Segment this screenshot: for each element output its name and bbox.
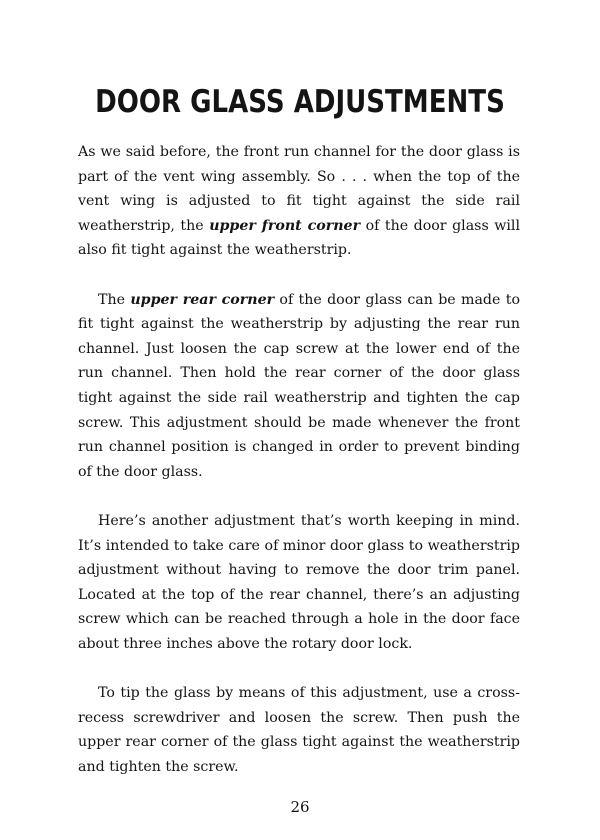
paragraph-4-text: To tip the glass by means of this adjustment, use a cross-recess screwdriver and loosen the screw. Then push the upper rear corner of the glass tight against the weatherstrip and tighten the screw. [78,685,520,775]
paragraph-2-emphasis: upper rear corner [130,291,275,308]
paragraph-3-text: Here’s another adjustment that’s worth keeping in mind. It’s intended to take care of minor door glass to weatherstrip adjustment without having to remove the door trim panel. Located at the top of the rear channel, there’s an adjusting screw which can be reached through a hole in the door face about three inches above the rotary door lock. [78,512,520,652]
body-text [78,140,520,779]
paragraph-1-text-b: of the door glass will also fit tight against the weatherstrip. [78,217,521,259]
page-number: 26 [290,798,310,816]
paragraph-2-text-a: The [98,291,131,308]
paragraph-2 [78,288,520,485]
paragraph-2-text-b: of the door glass can be made to fit tight against the weatherstrip by adjusting the rear run channel. Just loosen the cap screw at the lower end of the run channel. Then hold the rear corner of the door glass tight against the side rail weatherstrip and tighten the cap screw. This adjustment should be made whenever the front run channel position is changed in order to prevent binding of the door glass. [78,291,520,480]
paragraph-1-emphasis: upper front corner [209,217,361,234]
paragraph-3 [78,509,520,657]
paragraph-4 [78,681,520,779]
page-title: DOOR GLASS ADJUSTMENTS [95,84,505,120]
paragraph-1 [78,140,520,263]
paragraph-1-text-a: As we said before, the front run channel for the door glass is part of the vent wing assembly. So . . . when the top of the vent wing is adjusted to fit tight against the side rail weatherstrip, the [78,144,520,234]
